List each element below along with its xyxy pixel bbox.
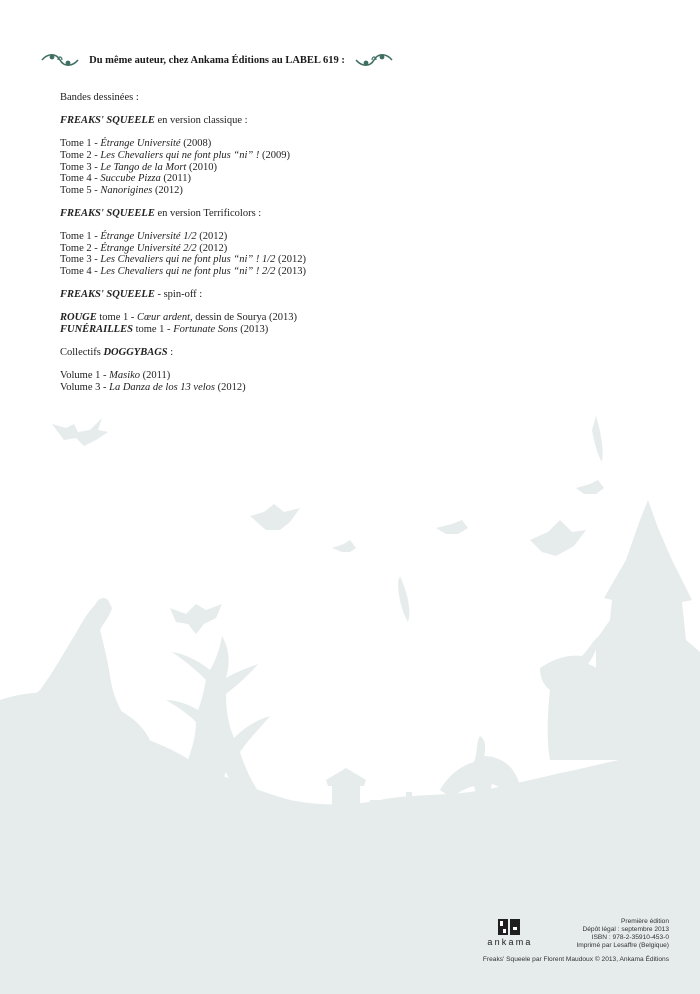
- list-item: [60, 173, 420, 185]
- section-heading-spinoff: [60, 289, 420, 301]
- bd-heading: Bandes dessinées :: [60, 92, 139, 103]
- item-prefix: Tome 5 -: [60, 184, 101, 196]
- item-title: Les Chevaliers qui ne font plus “ni” ! 2/2: [100, 265, 276, 277]
- section-heading-collectifs: [60, 347, 420, 359]
- item-prefix: Tome 4 -: [60, 173, 101, 185]
- item-series: FUNÉRAILLES: [60, 323, 133, 335]
- item-prefix: Tome 3 -: [60, 254, 101, 266]
- item-rest: , dessin de Sourya (2013): [190, 312, 298, 324]
- item-year: (2013): [275, 265, 307, 277]
- item-title: Le Tango de la Mort: [100, 161, 187, 173]
- left-flourish-icon: [40, 51, 80, 69]
- item-year: (2009): [259, 149, 290, 161]
- series-name: FREAKS' SQUEELE: [60, 115, 155, 127]
- section-suffix: en version classique :: [154, 115, 248, 127]
- item-year: (2012): [152, 184, 183, 196]
- item-year: (2012): [275, 254, 307, 266]
- item-prefix: Tome 3 -: [60, 161, 101, 173]
- item-prefix: Tome 2 -: [60, 149, 101, 161]
- item-rest: (2013): [237, 323, 269, 335]
- item-prefix: Tome 1 -: [60, 138, 101, 150]
- imprint-line: ISBN : 978-2-35910-453-0: [591, 933, 669, 941]
- list-item: [60, 266, 420, 278]
- item-prefix: Tome 4 -: [60, 265, 101, 277]
- item-prefix: Tome 1 -: [60, 231, 101, 243]
- list-item: [60, 324, 420, 336]
- list-item: [60, 312, 420, 324]
- item-title: La Danza de los 13 velos: [109, 381, 215, 393]
- header: [40, 49, 394, 71]
- item-title: Étrange Université: [100, 138, 181, 150]
- item-title: Masiko: [109, 370, 141, 382]
- item-year: (2012): [214, 381, 246, 393]
- section-suffix: - spin-off :: [154, 289, 203, 301]
- list-item: [60, 231, 420, 243]
- item-title: Fortunate Sons: [173, 323, 238, 335]
- section-heading-terrificolors: [60, 208, 420, 220]
- item-prefix: Volume 1 -: [60, 370, 110, 382]
- list-item: [60, 370, 420, 382]
- item-title: Nanorigines: [100, 184, 153, 196]
- item-prefix: Tome 2 -: [60, 242, 101, 254]
- list-item: [60, 382, 420, 394]
- item-prefix: Volume 3 -: [60, 381, 110, 393]
- section-suffix: en version Terrificolors :: [154, 207, 262, 219]
- page-title: Du même auteur, chez Ankama Éditions au LABEL 619 :: [89, 54, 345, 66]
- series-name: FREAKS' SQUEELE: [60, 207, 155, 219]
- item-year: (2008): [180, 138, 212, 150]
- list-item: [60, 185, 420, 197]
- list-item: [60, 243, 420, 255]
- imprint-line: Première édition: [620, 918, 669, 925]
- item-year: (2011): [160, 173, 191, 185]
- item-title: Les Chevaliers qui ne font plus “ni” !: [100, 149, 260, 161]
- section-suffix: :: [167, 347, 174, 359]
- item-year: (2012): [196, 231, 228, 243]
- item-year: (2011): [140, 370, 171, 382]
- item-prefix: tome 1 -: [132, 323, 174, 335]
- ankama-logo-text: ankama: [487, 937, 533, 947]
- bibliography: [60, 92, 420, 393]
- right-flourish-icon: [354, 51, 394, 69]
- item-year: (2010): [186, 161, 217, 173]
- series-name: DOGGYBAGS: [103, 347, 168, 359]
- item-year: (2012): [196, 242, 228, 254]
- item-prefix: tome 1 -: [96, 312, 138, 324]
- item-title: Cœur ardent: [137, 312, 191, 324]
- item-title: Les Chevaliers qui ne font plus “ni” ! 1/2: [100, 254, 276, 266]
- imprint-line: Imprimé par Lesaffre (Belgique): [576, 941, 669, 949]
- list-item: [60, 162, 420, 174]
- list-item: [60, 150, 420, 162]
- item-title: Succube Pizza: [100, 173, 161, 185]
- section-heading-classique: [60, 115, 420, 127]
- copyright-line: Freaks' Squeele par Florent Maudoux © 2013, Ankama Éditions: [482, 956, 669, 963]
- item-title: Étrange Université 1/2: [100, 231, 197, 243]
- item-series: ROUGE: [60, 312, 97, 324]
- item-title: Étrange Université 2/2: [100, 242, 197, 254]
- list-item: [60, 138, 420, 150]
- imprint-block: [576, 918, 669, 950]
- list-item: [60, 254, 420, 266]
- section-prefix: Collectifs: [60, 347, 104, 359]
- imprint-line: Dépôt légal : septembre 2013: [582, 925, 669, 933]
- series-name: FREAKS' SQUEELE: [60, 289, 155, 301]
